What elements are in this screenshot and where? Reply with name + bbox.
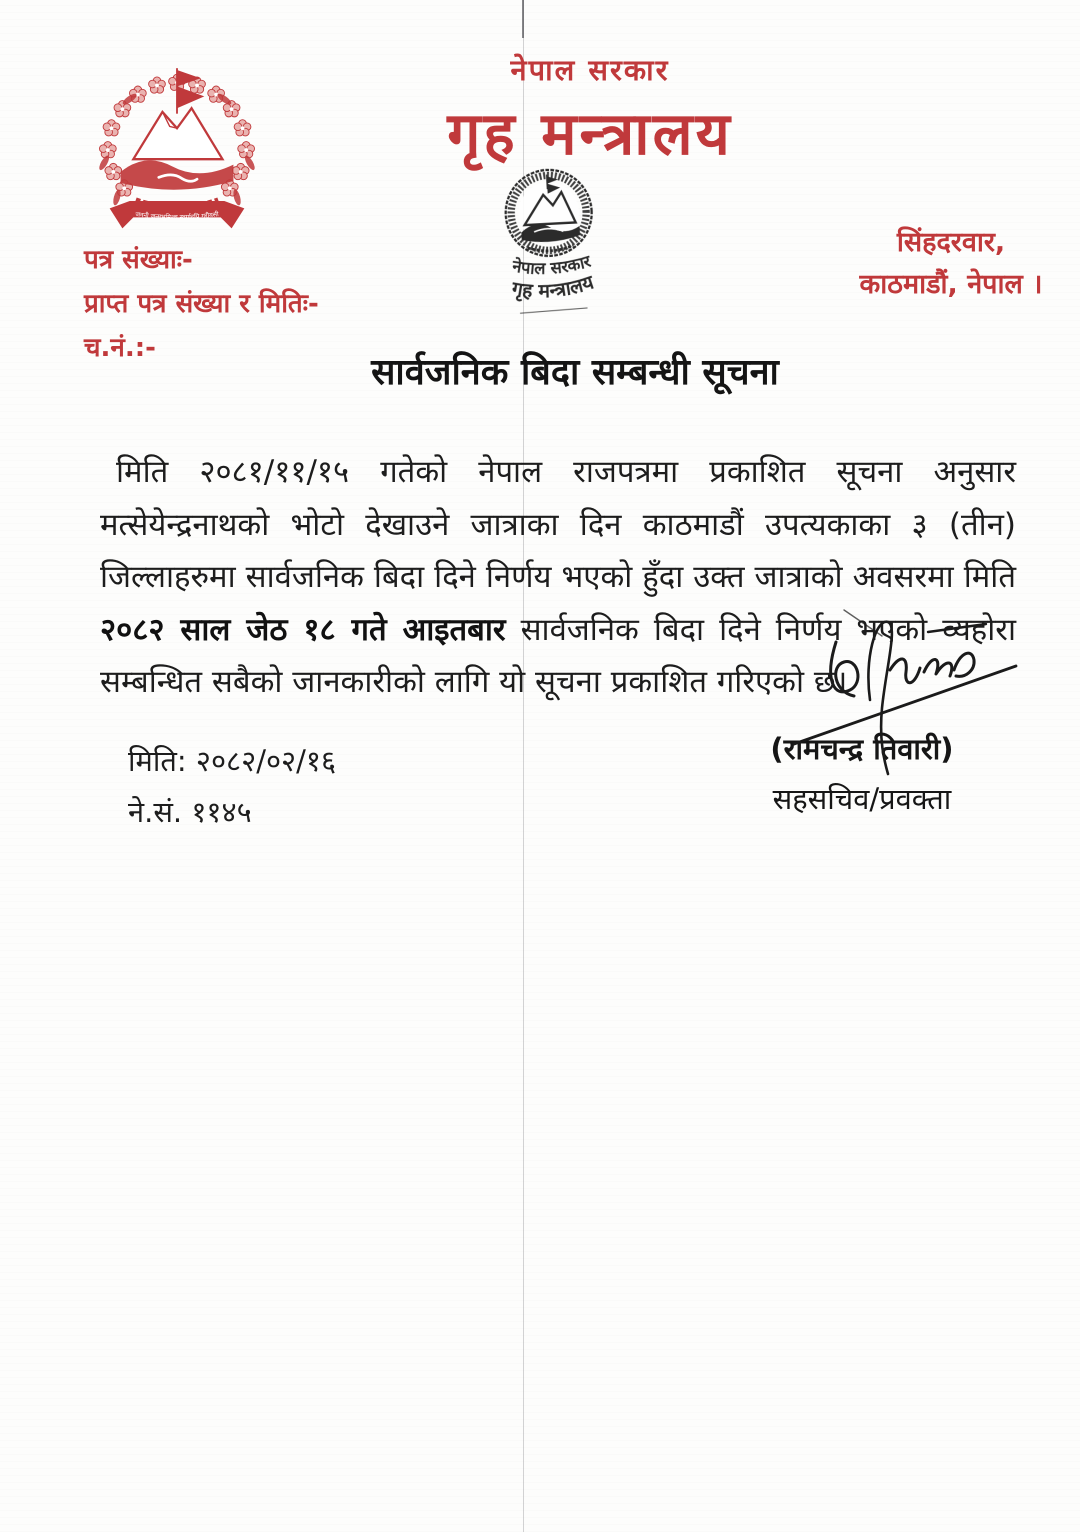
- issue-date: मिति: २०८२/०२/१६: [128, 744, 337, 778]
- government-name: नेपाल सरकार: [510, 53, 670, 87]
- issue-date-block: [128, 736, 336, 838]
- notice-title: सार्वजनिक बिदा सम्बन्धी सूचना: [371, 352, 779, 393]
- ministry-ink-stamp: [464, 154, 636, 322]
- body-text-part1: मिति २०८१/११/१५ गतेको नेपाल राजपत्रमा प्रकाशित सूचना अनुसार मत्सेयेन्द्रनाथको भोटो देखाउने जात्राका दिन काठमाडौं उपत्यकाका ३ (तीन) जिल्लाहरुमा सार्वजनिक बिदा दिने निर्णय भएको हुँदा उक्त जात्राको अवसरमा मिति: [100, 454, 1016, 595]
- signatory-name: (रामचन्द्र तिवारी): [770, 732, 954, 766]
- dispatch-number-label: च.नं.:-: [84, 333, 156, 363]
- stamp-text-line1: नेपाल सरकार: [511, 251, 593, 279]
- emblem-motto-text: जननी जन्मभूमिश्च स्वर्गादपि गरीयसी: [134, 210, 220, 222]
- office-address: [856, 222, 1046, 306]
- signatory-designation: सहसचिव/प्रवक्ता: [772, 782, 952, 816]
- ministry-name: गृह मन्त्रालय: [447, 99, 733, 168]
- stamp-text-line2: गृह मन्त्रालय: [510, 270, 597, 303]
- emblem-motto-banner: [110, 201, 245, 228]
- handwritten-signature: [778, 596, 1038, 786]
- letter-number-label: पत्र संख्याः-: [84, 245, 193, 275]
- body-text-part2: सार्वजनिक बिदा दिने निर्णय भएको व्यहोरा सम्बन्धित सबैको जानकारीको लागि यो सूचना प्रकाशित गरिएको छ।: [100, 611, 1016, 700]
- received-letter-label: प्राप्त पत्र संख्या र मितिः-: [84, 289, 319, 319]
- scan-fold-line-top: [522, 0, 524, 38]
- nepal-sambat: ने.सं. ११४५: [128, 795, 252, 829]
- body-text-bold-date: २०८२ साल जेठ १८ गते आइतबार: [100, 611, 506, 648]
- address-line2: काठमाडौं, नेपाल ।: [859, 269, 1043, 300]
- address-line1: सिंहदरवार,: [896, 227, 1006, 258]
